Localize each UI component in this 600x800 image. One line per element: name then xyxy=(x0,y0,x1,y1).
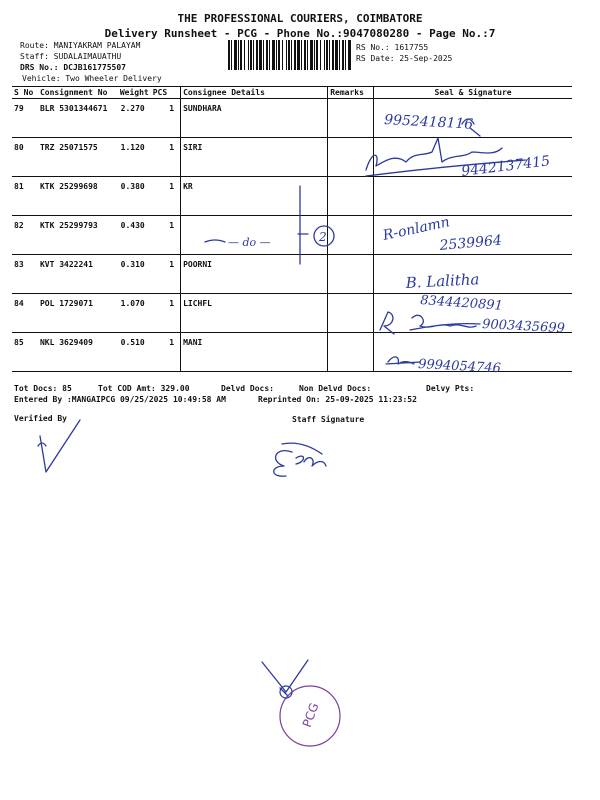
barcode-bar xyxy=(291,40,292,70)
col-sno: S No xyxy=(12,87,38,99)
barcode-bar xyxy=(297,40,300,70)
barcode-icon xyxy=(228,40,352,70)
table-row xyxy=(12,177,572,216)
cell-pcs: 1 xyxy=(151,294,181,333)
barcode-bar xyxy=(326,40,328,70)
barcode-bar xyxy=(314,40,315,70)
table-row xyxy=(12,333,572,372)
barcode-bar xyxy=(332,40,334,70)
cell-weight: 2.270 xyxy=(118,99,151,138)
cell-consignment: NKL 3629409 xyxy=(38,333,118,372)
consignment-table xyxy=(12,86,572,372)
cell-consignee: LICHFL xyxy=(181,294,328,333)
total-docs: Tot Docs: 85 xyxy=(14,384,72,393)
barcode-bar xyxy=(238,40,239,70)
cell-weight: 0.430 xyxy=(118,216,151,255)
cell-weight: 0.380 xyxy=(118,177,151,216)
table-header-row xyxy=(12,87,572,99)
barcode-bar xyxy=(294,40,296,70)
stamp-circle xyxy=(280,686,340,746)
route-label: Route: MANIYAKRAM PALAYAM xyxy=(20,41,141,50)
cell-pcs: 1 xyxy=(151,216,181,255)
handwritten-signature-82: R-onlamn xyxy=(381,214,452,244)
delivery-points: Delvy Pts: xyxy=(426,384,475,393)
cell-sno: 80 xyxy=(12,138,38,177)
vehicle-label: Vehicle: Two Wheeler Delivery xyxy=(22,74,162,83)
rs-date: RS Date: 25-Sep-2025 xyxy=(356,54,453,63)
reprinted-on: Reprinted On: 25-09-2025 11:23:52 xyxy=(258,395,417,404)
handwritten-phone-82: 2539964 xyxy=(438,232,503,254)
rs-number: RS No.: 1617755 xyxy=(356,43,429,52)
barcode-bar xyxy=(244,40,245,70)
verified-by-label: Verified By xyxy=(14,414,67,423)
col-weight: Weight xyxy=(119,88,149,97)
runsheet-subtitle: Delivery Runsheet - PCG - Phone No.:9047080280 - Page No.:7 xyxy=(104,27,496,40)
cell-consignment: TRZ 25071575 xyxy=(38,138,118,177)
barcode-bar xyxy=(304,40,306,70)
table-row xyxy=(12,216,572,255)
cell-consignee xyxy=(181,216,328,255)
handwritten-phone-85: 9994054746 xyxy=(417,357,502,377)
barcode-bar xyxy=(282,40,283,70)
delivered-docs: Delvd Docs: xyxy=(221,384,274,393)
cell-consignment: BLR 5301344671 xyxy=(38,99,118,138)
handwritten-phone-84: 9003435699 xyxy=(481,317,566,337)
cell-remarks xyxy=(328,333,374,372)
cell-pcs: 1 xyxy=(151,99,181,138)
barcode-bar xyxy=(250,40,252,70)
cell-remarks xyxy=(328,177,374,216)
col-consignment: Consignment No xyxy=(38,87,118,99)
cell-pcs: 1 xyxy=(151,177,181,216)
barcode-bar xyxy=(339,40,340,70)
barcode-bar xyxy=(288,40,290,70)
stamp-check-mark xyxy=(262,660,308,696)
stamp-small-circle xyxy=(280,686,292,698)
barcode-bar xyxy=(234,40,237,70)
barcode-bar xyxy=(342,40,344,70)
cell-sno: 83 xyxy=(12,255,38,294)
cell-pcs: 1 xyxy=(151,138,181,177)
cell-signature xyxy=(374,255,572,294)
col-pcs: PCS xyxy=(151,87,181,99)
col-consignee: Consignee Details xyxy=(181,87,328,99)
table-row xyxy=(12,138,572,177)
barcode-bar xyxy=(286,40,287,70)
cell-signature xyxy=(374,177,572,216)
cell-consignee: POORNI xyxy=(181,255,328,294)
cell-consignment: KVT 3422241 xyxy=(38,255,118,294)
cell-signature xyxy=(374,333,572,372)
col-seal-signature: Seal & Signature xyxy=(374,87,572,99)
cell-consignee: SUNDHARA xyxy=(181,99,328,138)
barcode-bar xyxy=(316,40,318,70)
barcode-bar xyxy=(231,40,232,70)
barcode-bar xyxy=(301,40,302,70)
cell-sno: 81 xyxy=(12,177,38,216)
barcode-bar xyxy=(307,40,308,70)
cell-remarks xyxy=(328,99,374,138)
total-cod-amount: Tot COD Amt: 329.00 xyxy=(98,384,190,393)
cell-consignment: KTK 25299698 xyxy=(38,177,118,216)
barcode-bar xyxy=(324,40,325,70)
cell-consignee: KR xyxy=(181,177,328,216)
cell-consignee: SIRI xyxy=(181,138,328,177)
non-delivered-docs: Non Delvd Docs: xyxy=(299,384,372,393)
cell-pcs: 1 xyxy=(151,255,181,294)
handwritten-phone-79: 9952418116 xyxy=(383,112,474,133)
table-row xyxy=(12,99,572,138)
barcode-bar xyxy=(335,40,338,70)
table-row xyxy=(12,294,572,333)
staff-label: Staff: SUDALAIMAUATHU xyxy=(20,52,122,61)
handwritten-name-83: B. Lalitha xyxy=(405,270,480,292)
stamp-text: PCG xyxy=(299,700,322,730)
cell-consignment: KTK 25299793 xyxy=(38,216,118,255)
barcode-bar xyxy=(228,40,230,70)
cell-signature xyxy=(374,216,572,255)
handwritten-ditto: — do — xyxy=(228,236,271,249)
cell-sno: 82 xyxy=(12,216,38,255)
handwritten-phone-80: 9442137415 xyxy=(460,153,551,180)
barcode-bar xyxy=(310,40,313,70)
verified-by-signature xyxy=(38,420,80,472)
circled-number-text: 2 xyxy=(319,230,327,244)
col-remarks: Remarks xyxy=(328,87,374,99)
staff-signature xyxy=(274,443,326,476)
cell-sno: 84 xyxy=(12,294,38,333)
cell-signature xyxy=(374,99,572,138)
cell-weight: 1.120 xyxy=(118,138,151,177)
barcode-bar xyxy=(276,40,277,70)
cell-weight: 1.070 xyxy=(118,294,151,333)
barcode-bar xyxy=(345,40,346,70)
barcode-bar xyxy=(259,40,262,70)
barcode-bar xyxy=(240,40,242,70)
cell-sno: 85 xyxy=(12,333,38,372)
barcode-bar xyxy=(278,40,280,70)
cell-remarks xyxy=(328,294,374,333)
cell-remarks xyxy=(328,138,374,177)
barcode-bar xyxy=(256,40,258,70)
cell-weight: 0.510 xyxy=(118,333,151,372)
barcode-bar xyxy=(253,40,254,70)
barcode-bar xyxy=(272,40,275,70)
handwritten-phone-83: 8344420891 xyxy=(419,293,504,314)
barcode-bar xyxy=(269,40,270,70)
barcode-bar xyxy=(329,40,330,70)
cell-consignment: POL 1729071 xyxy=(38,294,118,333)
staff-signature-label: Staff Signature xyxy=(292,415,365,424)
cell-remarks xyxy=(328,216,374,255)
entered-by: Entered By :MANGAIPCG 09/25/2025 10:49:58 AM xyxy=(14,395,226,404)
barcode-bar xyxy=(320,40,321,70)
cell-sno: 79 xyxy=(12,99,38,138)
drs-number: DRS No.: DCJB161775507 xyxy=(20,63,126,72)
company-title: THE PROFESSIONAL COURIERS, COIMBATORE xyxy=(177,12,423,25)
cell-remarks xyxy=(328,255,374,294)
cell-signature xyxy=(374,138,572,177)
cell-consignee: MANI xyxy=(181,333,328,372)
barcode-bar xyxy=(263,40,264,70)
barcode-bar xyxy=(248,40,249,70)
barcode-bar xyxy=(266,40,268,70)
cell-pcs: 1 xyxy=(151,333,181,372)
barcode-bar xyxy=(348,40,351,70)
cell-signature xyxy=(374,294,572,333)
table-row xyxy=(12,255,572,294)
cell-weight: 0.310 xyxy=(118,255,151,294)
